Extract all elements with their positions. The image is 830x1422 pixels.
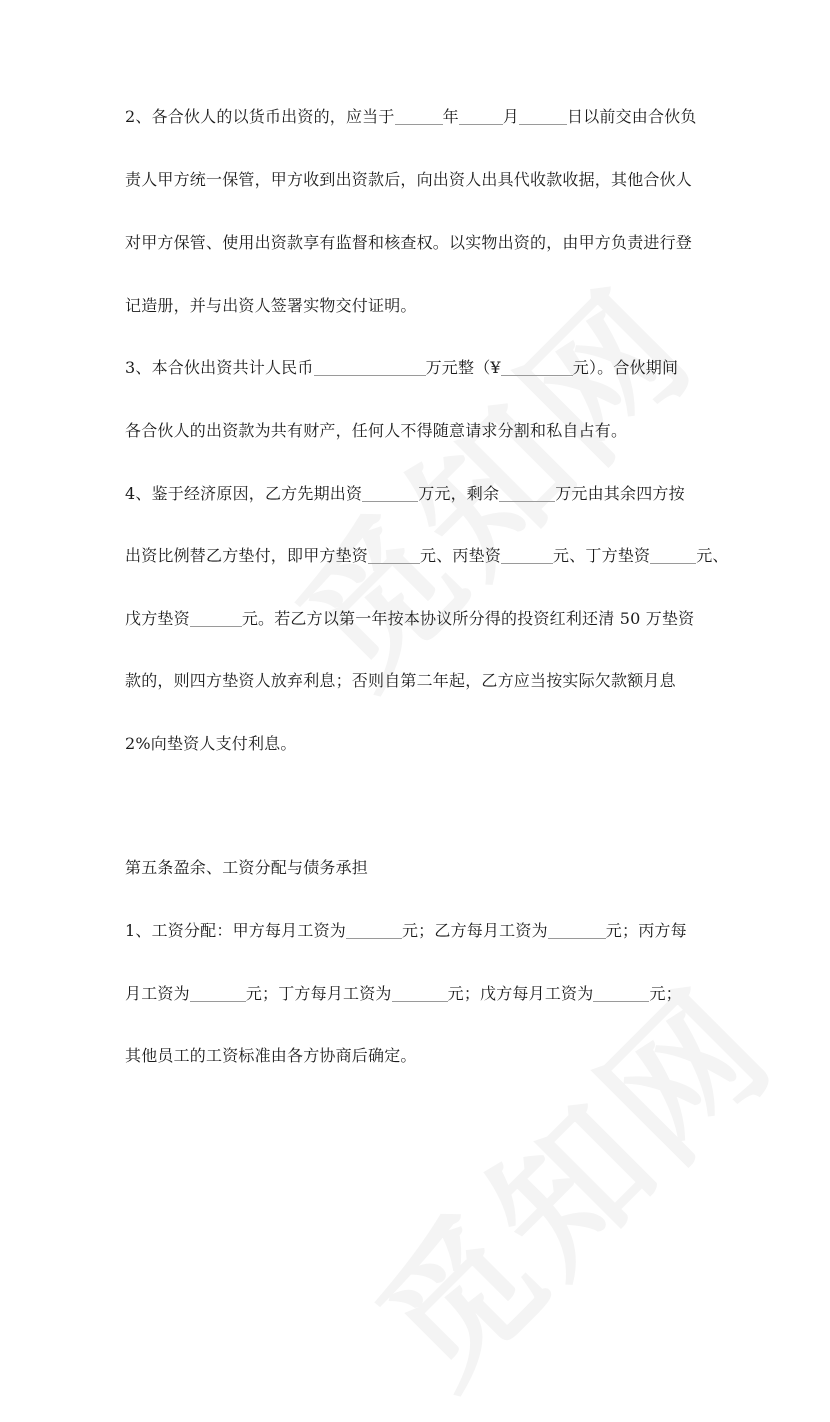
paragraph-line: 其他员工的工资标准由各方协商后确定。 — [125, 1046, 417, 1065]
text: 出资比例替乙方垫付，即甲方垫资 — [125, 546, 369, 565]
fill-blank-remaining[interactable] — [499, 483, 555, 502]
fill-blank-bing-advance[interactable] — [501, 545, 553, 564]
text: 元）。合伙期间 — [572, 358, 679, 377]
text: 日以前交由合伙负 — [567, 107, 697, 126]
watermark — [323, 934, 811, 1422]
text: 元；乙方每月工资为 — [401, 921, 548, 940]
text: 3、本合伙出资共计人民币 — [125, 358, 314, 377]
text: 元、丙垫资 — [420, 546, 502, 565]
paragraph-line — [125, 545, 729, 567]
text: 戊方垫资 — [125, 609, 190, 628]
paragraph-line — [125, 983, 682, 1005]
text: 万元整（¥ — [425, 358, 501, 377]
paragraph-line: 各合伙人的出资款为共有财产，任何人不得随意请求分割和私自占有。 — [125, 421, 628, 440]
fill-blank-month[interactable] — [459, 106, 503, 125]
text: 月工资为 — [125, 984, 190, 1003]
text: 年 — [442, 107, 459, 126]
text: 万元由其余四方按 — [555, 484, 685, 503]
text: 2、各合伙人的以货币出资的，应当于 — [125, 107, 395, 126]
text: 元；戊方每月工资为 — [447, 984, 594, 1003]
paragraph-line: 2%向垫资人支付利息。 — [125, 734, 297, 753]
fill-blank-ding-advance[interactable] — [650, 545, 696, 564]
text: 元；丁方每月工资为 — [245, 984, 392, 1003]
fill-blank-amount-number[interactable] — [501, 357, 573, 376]
fill-blank-yi-salary[interactable] — [548, 920, 606, 939]
text: 元；丙方每 — [605, 921, 687, 940]
fill-blank-jia-salary[interactable] — [346, 920, 402, 939]
paragraph-line: 记造册，并与出资人签署实物交付证明。 — [125, 296, 417, 315]
text: 元、丁方垫资 — [553, 546, 651, 565]
fill-blank-ding-salary[interactable] — [392, 983, 448, 1002]
fill-blank-jia-advance[interactable] — [368, 545, 420, 564]
fill-blank-bing-salary[interactable] — [190, 983, 246, 1002]
fill-blank-wu-salary[interactable] — [593, 983, 649, 1002]
paragraph-line — [125, 920, 687, 942]
paragraph-line: 对甲方保管、使用出资款享有监督和核查权。以实物出资的，由甲方负责进行登 — [125, 233, 693, 252]
text: 4、鉴于经济原因，乙方先期出资 — [125, 484, 363, 503]
paragraph-line: 责人甲方统一保管，甲方收到出资款后，向出资人出具代收款收据，其他合伙人 — [125, 170, 693, 189]
fill-blank-wu-advance[interactable] — [190, 608, 242, 627]
text: 1、工资分配：甲方每月工资为 — [125, 921, 346, 940]
paragraph-line — [125, 357, 678, 379]
paragraph-line: 款的，则四方垫资人放弃利息；否则自第二年起，乙方应当按实际欠款额月息 — [125, 671, 676, 690]
section-heading: 第五条盈余、工资分配与债务承担 — [125, 858, 369, 877]
paragraph-line — [125, 106, 697, 128]
fill-blank-day[interactable] — [519, 106, 567, 125]
fill-blank-amount[interactable] — [314, 357, 426, 376]
paragraph-line — [125, 483, 685, 505]
fill-blank-first-contribution[interactable] — [362, 483, 418, 502]
fill-blank-year[interactable] — [395, 106, 443, 125]
text: 万元，剩余 — [418, 484, 500, 503]
paragraph-line — [125, 608, 694, 630]
text: 元。若乙方以第一年按本协议所分得的投资红利还清 50 万垫资 — [241, 609, 695, 628]
text: 月 — [502, 107, 519, 126]
text: 元、 — [696, 546, 729, 565]
text: 元； — [649, 984, 682, 1003]
